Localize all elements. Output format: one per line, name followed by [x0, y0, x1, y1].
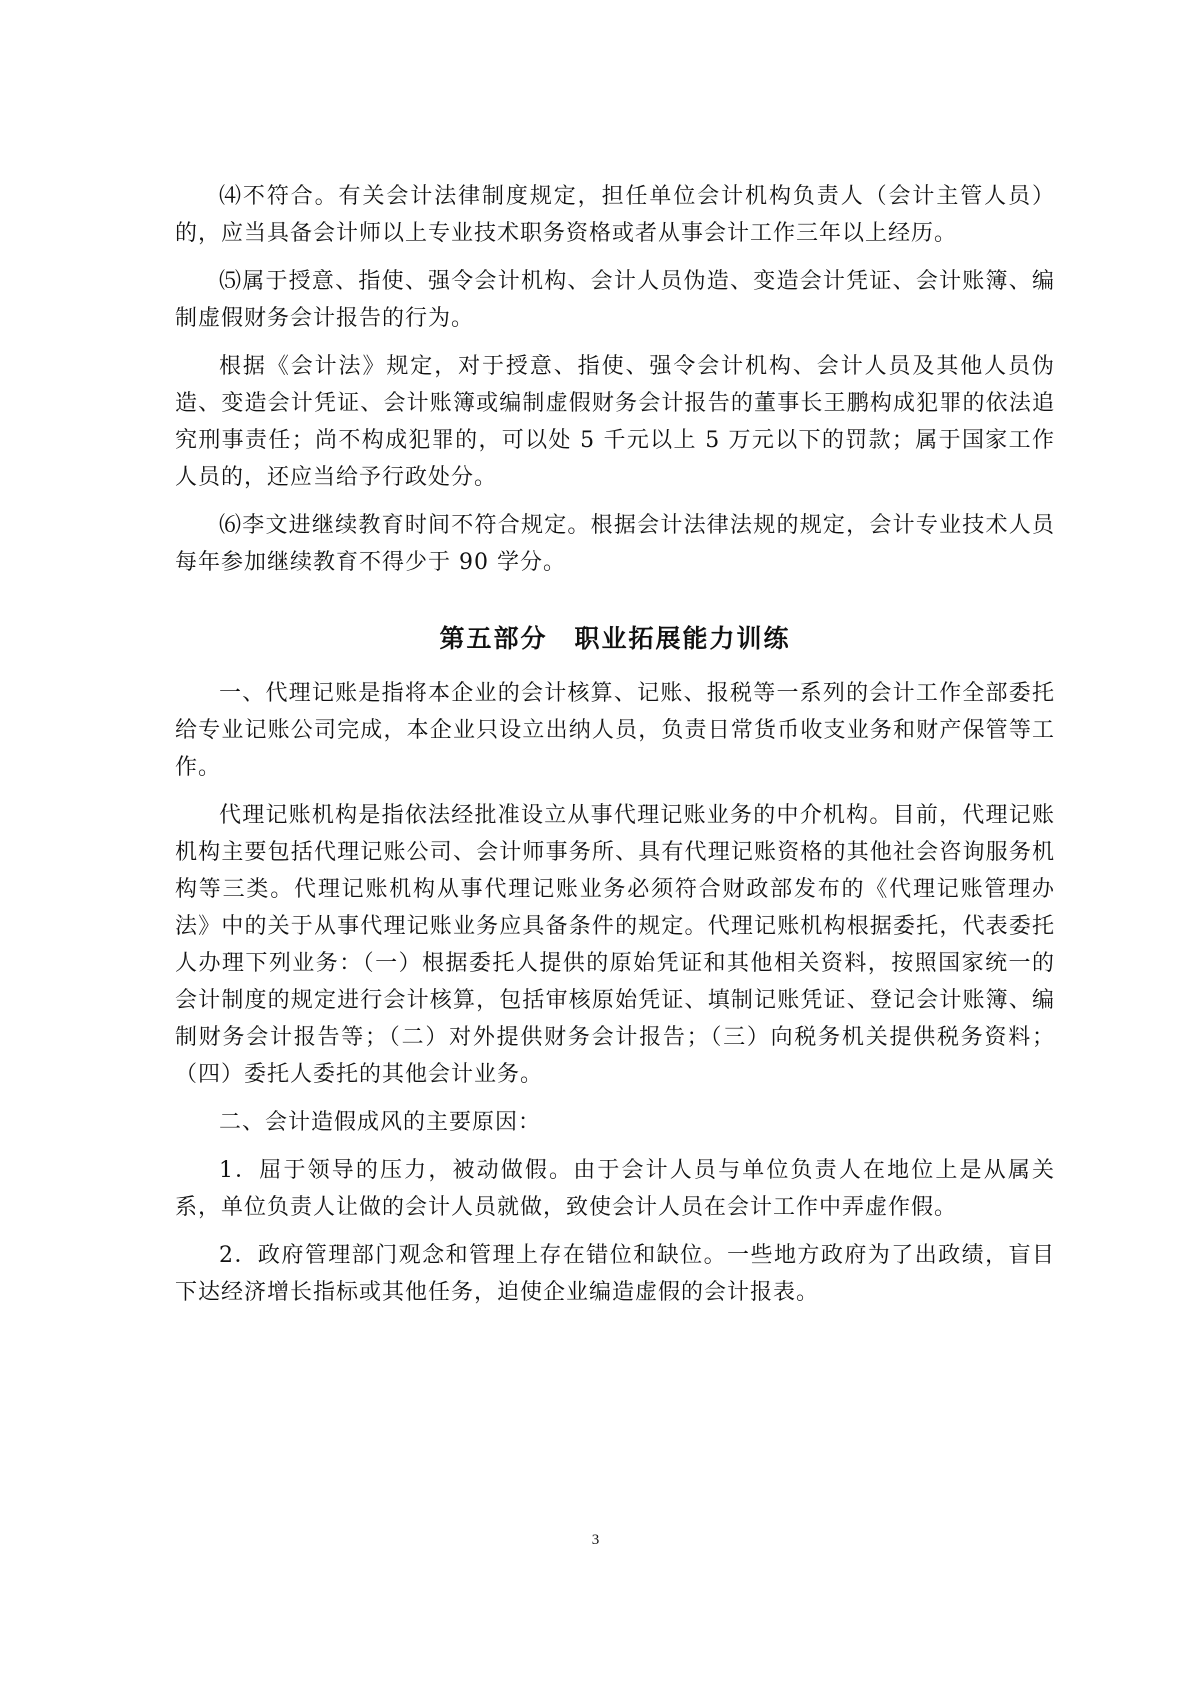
- paragraph-cause-2: 2．政府管理部门观念和管理上存在错位和缺位。一些地方政府为了出政绩，盲目下达经济增长指标或其他任务，迫使企业编造虚假的会计报表。: [175, 1243, 1055, 1305]
- paragraph-cause-1: 1．屈于领导的压力，被动做假。由于会计人员与单位负责人在地位上是从属关系，单位负责人让做的会计人员就做，致使会计人员在会计工作中弄虚作假。: [175, 1158, 1055, 1220]
- paragraph-bookkeeping-agency: 代理记账机构是指依法经批准设立从事代理记账业务的中介机构。目前，代理记账机构主要包括代理记账公司、会计师事务所、具有代理记账资格的其他社会咨询服务机构等三类。代理记账机构从事代理记账业务必须符合财政部发布的《代理记账管理办法》中的关于从事代理记账业务应具备条件的规定。代理记账机构根据委托，代表委托人办理下列业务：（一）根据委托人提供的原始凭证和其他相关资料，按照国家统一的会计制度的规定进行会计核算，包括审核原始凭证、填制记账凭证、登记会计账簿、编制财务会计报告等；（二）对外提供财务会计报告；（三）向税务机关提供税务资料；（四）委托人委托的其他会计业务。: [175, 803, 1055, 1087]
- paragraph-fraud-causes-heading: 二、会计造假成风的主要原因：: [219, 1110, 542, 1135]
- section-heading: 第五部分 职业拓展能力训练: [439, 624, 791, 653]
- paragraph-item-6: ⑹李文进继续教育时间不符合规定。根据会计法律法规的规定，会计专业技术人员每年参加继续教育不得少于 90 学分。: [175, 513, 1055, 575]
- paragraph-item-4: ⑷不符合。有关会计法律制度规定，担任单位会计机构负责人（会计主管人员）的，应当具备会计师以上专业技术职务资格或者从事会计工作三年以上经历。: [175, 184, 1055, 246]
- paragraph-item-5: ⑸属于授意、指使、强令会计机构、会计人员伪造、变造会计凭证、会计账簿、编制虚假财务会计报告的行为。: [175, 269, 1055, 331]
- paragraph-bookkeeping-definition: 一、代理记账是指将本企业的会计核算、记账、报税等一系列的会计工作全部委托给专业记账公司完成，本企业只设立出纳人员，负责日常货币收支业务和财产保管等工作。: [175, 681, 1055, 780]
- document-body: [175, 178, 1055, 1311]
- page-number: 3: [591, 1532, 600, 1548]
- paragraph-legal-basis: 根据《会计法》规定，对于授意、指使、强令会计机构、会计人员及其他人员伪造、变造会计凭证、会计账簿或编制虚假财务会计报告的董事长王鹏构成犯罪的依法追究刑事责任；尚不构成犯罪的，可以处 5 千元以上 5 万元以下的罚款；属于国家工作人员的，还应当给予行政处分。: [175, 354, 1055, 490]
